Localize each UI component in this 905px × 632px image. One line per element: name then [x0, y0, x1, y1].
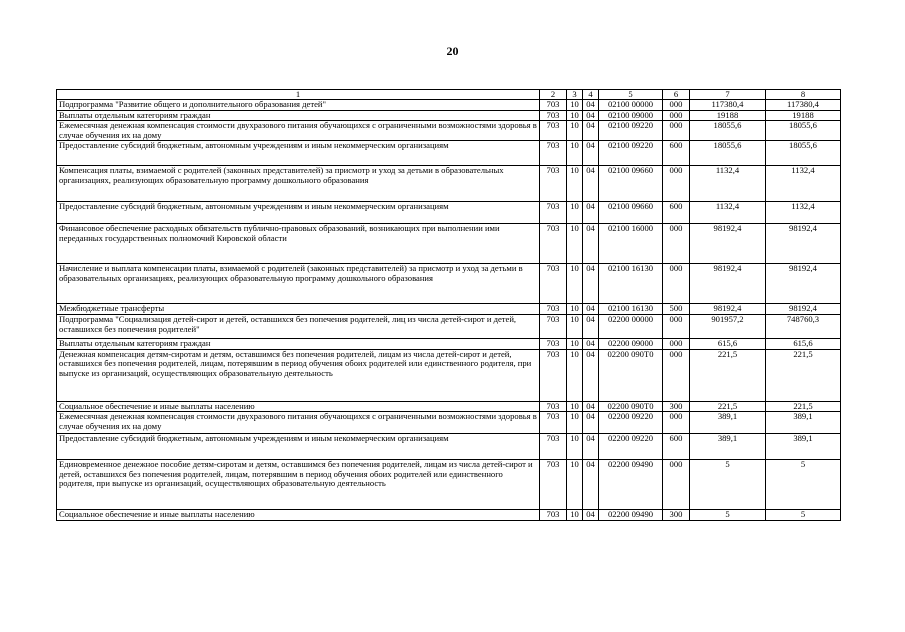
row-value-8: 19188	[766, 110, 841, 121]
row-c4: 04	[583, 338, 599, 349]
row-c2: 703	[540, 338, 567, 349]
page-number: 20	[446, 44, 459, 58]
row-c2: 703	[540, 202, 567, 224]
row-value-8: 389,1	[766, 412, 841, 434]
row-c3: 10	[567, 412, 583, 434]
row-value-7: 221,5	[690, 401, 766, 412]
row-c2: 703	[540, 460, 567, 510]
row-type: 000	[663, 264, 690, 304]
row-c3: 10	[567, 510, 583, 521]
row-type: 000	[663, 224, 690, 264]
col-header-7: 7	[690, 90, 766, 100]
row-c4: 04	[583, 224, 599, 264]
row-c4: 04	[583, 314, 599, 338]
row-value-8: 18055,6	[766, 141, 841, 166]
row-type: 000	[663, 110, 690, 121]
row-c4: 04	[583, 349, 599, 401]
col-header-3: 3	[567, 90, 583, 100]
row-value-7: 18055,6	[690, 121, 766, 141]
row-c4: 04	[583, 401, 599, 412]
row-value-8: 1132,4	[766, 202, 841, 224]
table-row	[57, 412, 841, 434]
row-c4: 04	[583, 434, 599, 460]
row-type: 000	[663, 314, 690, 338]
row-c4: 04	[583, 264, 599, 304]
row-name: Подпрограмма "Развитие общего и дополнительного образования детей"	[57, 100, 540, 111]
row-c4: 04	[583, 304, 599, 315]
row-name: Компенсация платы, взимаемой с родителей (законных представителей) за присмотр и уход за детьми в образовательных организациях, реализующих образовательную программу дошкольного образования	[57, 166, 540, 202]
row-c3: 10	[567, 166, 583, 202]
table-row	[57, 141, 841, 166]
row-type: 600	[663, 141, 690, 166]
row-c2: 703	[540, 304, 567, 315]
row-c3: 10	[567, 202, 583, 224]
row-c3: 10	[567, 401, 583, 412]
row-c3: 10	[567, 304, 583, 315]
row-c4: 04	[583, 141, 599, 166]
row-code: 02200 09000	[599, 338, 663, 349]
row-c4: 04	[583, 100, 599, 111]
row-c2: 703	[540, 510, 567, 521]
row-c4: 04	[583, 510, 599, 521]
row-code: 02200 090Т0	[599, 401, 663, 412]
row-type: 500	[663, 304, 690, 315]
row-c2: 703	[540, 166, 567, 202]
table-row	[57, 314, 841, 338]
row-type: 000	[663, 121, 690, 141]
row-name: Ежемесячная денежная компенсация стоимости двухразового питания обучающихся с ограниченными возможностями здоровья в случае обучения их на дому	[57, 412, 540, 434]
row-value-7: 19188	[690, 110, 766, 121]
table-row	[57, 338, 841, 349]
row-c2: 703	[540, 100, 567, 111]
row-code: 02200 090Т0	[599, 349, 663, 401]
table-row	[57, 121, 841, 141]
row-code: 02100 09220	[599, 141, 663, 166]
row-c2: 703	[540, 412, 567, 434]
table-row	[57, 401, 841, 412]
row-c3: 10	[567, 224, 583, 264]
row-value-8: 221,5	[766, 401, 841, 412]
row-type: 000	[663, 460, 690, 510]
row-value-8: 98192,4	[766, 264, 841, 304]
row-c3: 10	[567, 100, 583, 111]
row-code: 02100 09660	[599, 166, 663, 202]
row-code: 02100 09220	[599, 121, 663, 141]
row-name: Ежемесячная денежная компенсация стоимости двухразового питания обучающихся с ограниченными возможностями здоровья в случае обучения их на дому	[57, 121, 540, 141]
table-row	[57, 349, 841, 401]
row-value-8: 5	[766, 510, 841, 521]
row-value-7: 901957,2	[690, 314, 766, 338]
row-value-7: 615,6	[690, 338, 766, 349]
row-value-7: 18055,6	[690, 141, 766, 166]
row-c4: 04	[583, 110, 599, 121]
row-type: 000	[663, 412, 690, 434]
row-c2: 703	[540, 314, 567, 338]
row-code: 02100 09660	[599, 202, 663, 224]
row-code: 02100 16000	[599, 224, 663, 264]
row-c4: 04	[583, 121, 599, 141]
table-row	[57, 202, 841, 224]
row-c4: 04	[583, 166, 599, 202]
row-type: 600	[663, 202, 690, 224]
row-c4: 04	[583, 412, 599, 434]
row-c2: 703	[540, 349, 567, 401]
row-c3: 10	[567, 264, 583, 304]
row-code: 02200 00000	[599, 314, 663, 338]
row-c3: 10	[567, 349, 583, 401]
row-value-7: 389,1	[690, 434, 766, 460]
col-header-2: 2	[540, 90, 567, 100]
col-header-4: 4	[583, 90, 599, 100]
row-value-7: 1132,4	[690, 202, 766, 224]
row-value-8: 5	[766, 460, 841, 510]
row-name: Межбюджетные трансферты	[57, 304, 540, 315]
row-code: 02200 09490	[599, 510, 663, 521]
table-row	[57, 510, 841, 521]
row-type: 000	[663, 349, 690, 401]
row-code: 02200 09220	[599, 412, 663, 434]
row-c2: 703	[540, 224, 567, 264]
row-value-7: 5	[690, 510, 766, 521]
row-c4: 04	[583, 460, 599, 510]
row-value-8: 1132,4	[766, 166, 841, 202]
row-value-8: 117380,4	[766, 100, 841, 111]
row-value-7: 98192,4	[690, 264, 766, 304]
row-value-7: 98192,4	[690, 224, 766, 264]
row-value-8: 748760,3	[766, 314, 841, 338]
row-code: 02200 09490	[599, 460, 663, 510]
row-c3: 10	[567, 110, 583, 121]
row-code: 02100 09000	[599, 110, 663, 121]
row-type: 300	[663, 510, 690, 521]
row-c2: 703	[540, 434, 567, 460]
table-row	[57, 110, 841, 121]
row-value-8: 221,5	[766, 349, 841, 401]
row-code: 02100 16130	[599, 264, 663, 304]
row-name: Начисление и выплата компенсации платы, взимаемой с родителей (законных представителей) за присмотр и уход за детьми в образовательных организациях, реализующих образовательную программу дошкольного образования	[57, 264, 540, 304]
row-value-7: 117380,4	[690, 100, 766, 111]
table-row	[57, 304, 841, 315]
row-name: Социальное обеспечение и иные выплаты населению	[57, 401, 540, 412]
budget-table	[56, 89, 841, 521]
row-name: Выплаты отдельным категориям граждан	[57, 338, 540, 349]
table-row	[57, 166, 841, 202]
col-header-1: 1	[57, 90, 540, 100]
row-c2: 703	[540, 141, 567, 166]
table-row	[57, 460, 841, 510]
row-name: Подпрограмма "Социализация детей-сирот и детей, оставшихся без попечения родителей, лиц из числа детей-сирот и детей, оставшихся без попечения родителей"	[57, 314, 540, 338]
row-value-8: 98192,4	[766, 304, 841, 315]
col-header-6: 6	[663, 90, 690, 100]
row-name: Выплаты отдельным категориям граждан	[57, 110, 540, 121]
row-c2: 703	[540, 110, 567, 121]
row-name: Предоставление субсидий бюджетным, автономным учреждениям и иным некоммерческим организациям	[57, 141, 540, 166]
row-c3: 10	[567, 434, 583, 460]
row-c3: 10	[567, 141, 583, 166]
row-value-7: 5	[690, 460, 766, 510]
table-row	[57, 224, 841, 264]
row-type: 600	[663, 434, 690, 460]
row-c4: 04	[583, 202, 599, 224]
row-type: 000	[663, 338, 690, 349]
col-header-5: 5	[599, 90, 663, 100]
row-name: Единовременное денежное пособие детям-сиротам и детям, оставшимся без попечения родителей, лицам из числа детей-сирот и детей, оставшихся без попечения родителей, лицам, потерявшим в период обучения обоих родителей или единственного родителя, при выпуске из организаций, осуществляющих образовательную деятельность	[57, 460, 540, 510]
row-value-8: 18055,6	[766, 121, 841, 141]
row-code: 02100 16130	[599, 304, 663, 315]
row-code: 02200 09220	[599, 434, 663, 460]
row-name: Финансовое обеспечение расходных обязательств публично-правовых образований, возникающих при выполнении ими переданных государственных полномочий Кировской области	[57, 224, 540, 264]
row-code: 02100 00000	[599, 100, 663, 111]
row-c3: 10	[567, 314, 583, 338]
row-value-7: 389,1	[690, 412, 766, 434]
table-row	[57, 264, 841, 304]
row-c2: 703	[540, 401, 567, 412]
row-type: 300	[663, 401, 690, 412]
row-name: Денежная компенсация детям-сиротам и детям, оставшимся без попечения родителей, лицам из числа детей-сирот и детей, оставшихся без попечения родителей, лицам, потерявшим в период обучения обоих родителей или единственного родителя, при выпуске из организаций, осуществляющих образовательную деятельность	[57, 349, 540, 401]
table-header-row	[57, 90, 841, 100]
col-header-8: 8	[766, 90, 841, 100]
row-c3: 10	[567, 338, 583, 349]
row-value-8: 615,6	[766, 338, 841, 349]
row-value-7: 1132,4	[690, 166, 766, 202]
row-c3: 10	[567, 460, 583, 510]
row-c2: 703	[540, 121, 567, 141]
table-row	[57, 434, 841, 460]
row-value-7: 98192,4	[690, 304, 766, 315]
row-type: 000	[663, 166, 690, 202]
row-value-8: 389,1	[766, 434, 841, 460]
row-c2: 703	[540, 264, 567, 304]
row-value-8: 98192,4	[766, 224, 841, 264]
row-c3: 10	[567, 121, 583, 141]
row-name: Предоставление субсидий бюджетным, автономным учреждениям и иным некоммерческим организациям	[57, 202, 540, 224]
row-name: Социальное обеспечение и иные выплаты населению	[57, 510, 540, 521]
row-type: 000	[663, 100, 690, 111]
table-row	[57, 100, 841, 111]
row-name: Предоставление субсидий бюджетным, автономным учреждениям и иным некоммерческим организациям	[57, 434, 540, 460]
table-body	[57, 100, 841, 521]
row-value-7: 221,5	[690, 349, 766, 401]
